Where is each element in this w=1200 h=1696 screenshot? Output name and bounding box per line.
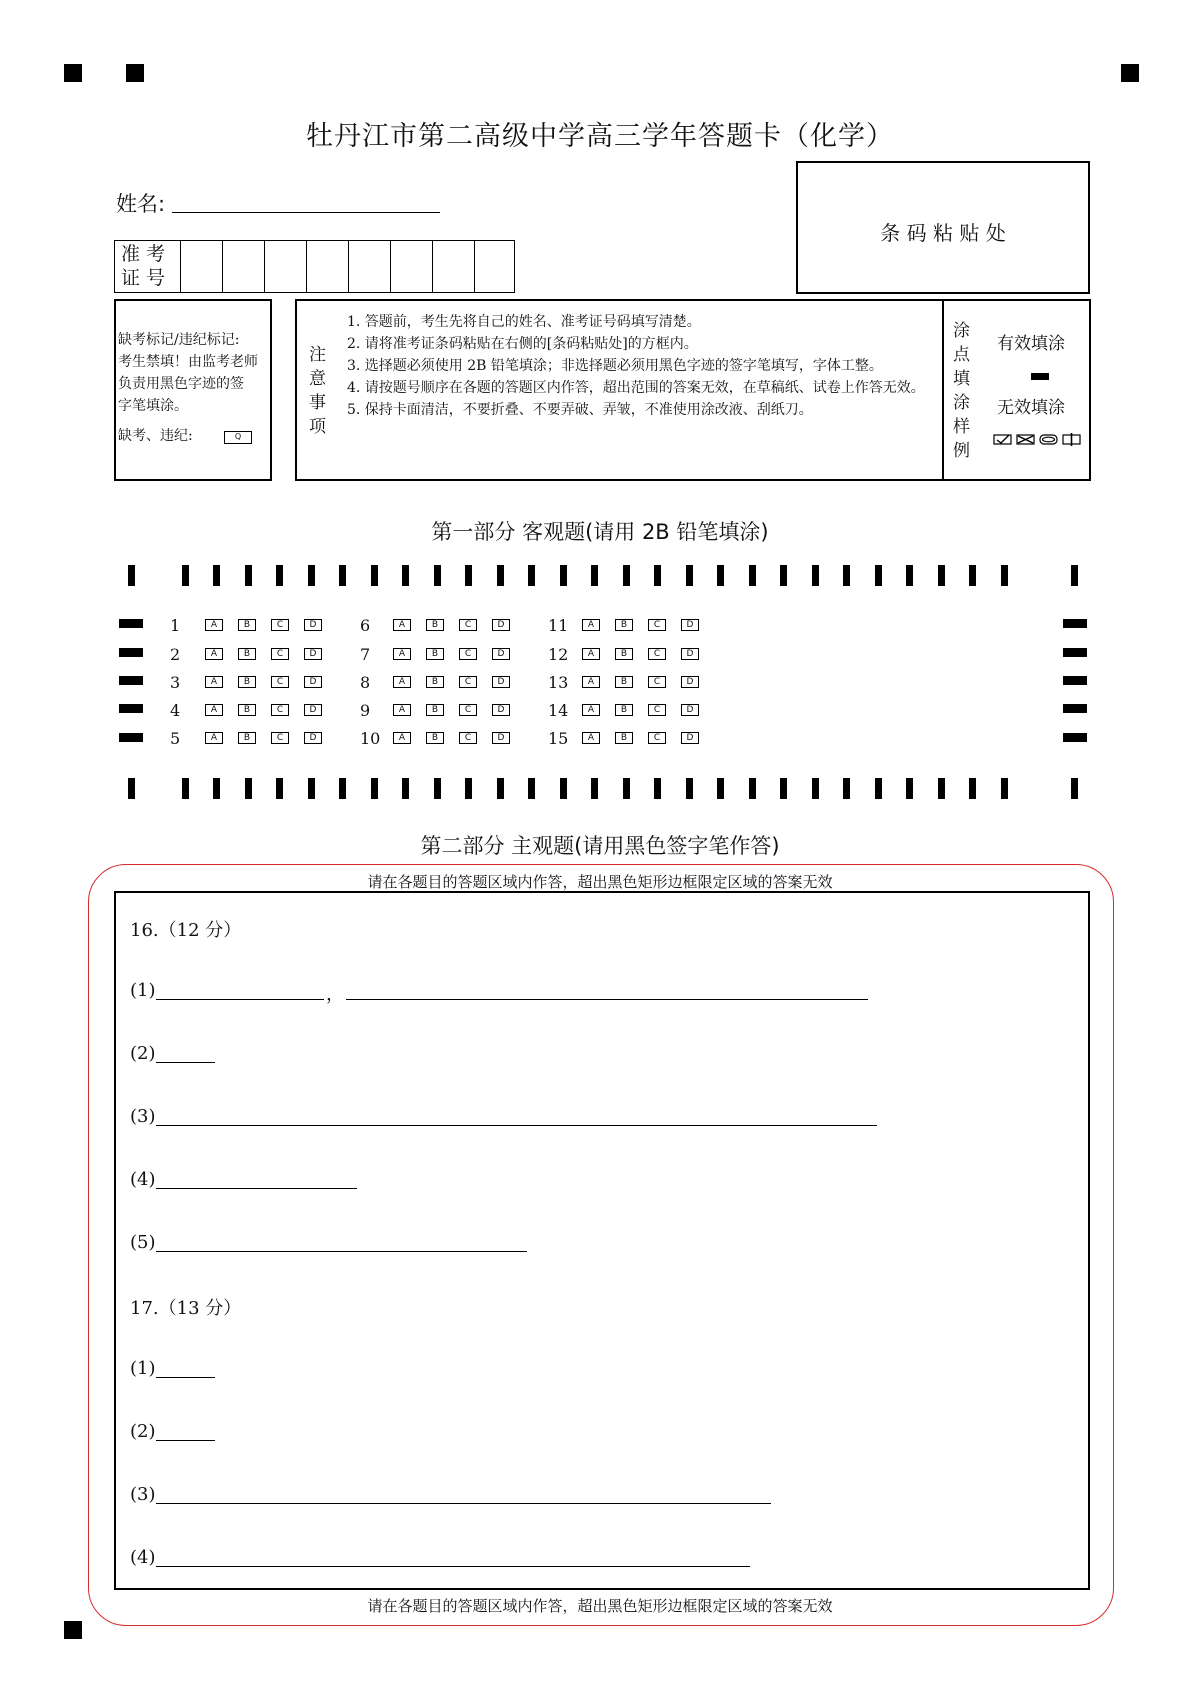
mc-option-b[interactable]: B bbox=[238, 732, 256, 744]
barcode-area bbox=[796, 161, 1090, 294]
mc-option-a[interactable]: A bbox=[205, 732, 223, 744]
mc-option-d[interactable]: D bbox=[681, 619, 699, 631]
mc-option-a[interactable]: A bbox=[393, 676, 411, 688]
mc-question-number: 4 bbox=[170, 701, 181, 720]
note-item: 5. 保持卡面清洁，不要折叠、不要弄破、弄皱，不准使用涂改液、刮纸刀。 bbox=[347, 402, 813, 418]
mc-option-d[interactable]: D bbox=[681, 704, 699, 716]
mc-option-a[interactable]: A bbox=[205, 648, 223, 660]
mc-option-a[interactable]: A bbox=[393, 732, 411, 744]
absent-line: 缺考标记/违纪标记: bbox=[118, 332, 240, 348]
q17-part4-label: (4) bbox=[130, 1547, 156, 1568]
q16-part5-label: (5) bbox=[130, 1232, 156, 1253]
mc-question-number: 7 bbox=[360, 645, 371, 664]
mc-option-b[interactable]: B bbox=[426, 732, 444, 744]
part2-title: 第二部分 主观题(请用黑色签字笔作答) bbox=[420, 834, 780, 858]
mc-option-d[interactable]: D bbox=[492, 704, 510, 716]
mc-question-number: 2 bbox=[170, 645, 181, 664]
mc-option-d[interactable]: D bbox=[492, 619, 510, 631]
exam-id-cell[interactable] bbox=[180, 241, 181, 292]
exam-id-cell[interactable] bbox=[222, 241, 223, 292]
mc-option-c[interactable]: C bbox=[459, 676, 477, 688]
mc-option-c[interactable]: C bbox=[459, 619, 477, 631]
mc-option-b[interactable]: B bbox=[615, 648, 633, 660]
mc-option-c[interactable]: C bbox=[648, 619, 666, 631]
exam-id-label-1: 准 考 bbox=[120, 243, 166, 265]
fill-example-heading: 涂点填涂样例 bbox=[953, 321, 970, 461]
mc-option-a[interactable]: A bbox=[582, 704, 600, 716]
absent-mark-box bbox=[114, 299, 272, 481]
note-item: 1. 答题前，考生先将自己的姓名、准考证号码填写清楚。 bbox=[347, 314, 701, 330]
mc-option-c[interactable]: C bbox=[271, 676, 289, 688]
mc-option-a[interactable]: A bbox=[582, 732, 600, 744]
q16-part1-answer-a[interactable] bbox=[156, 999, 324, 1000]
q17-part2-answer[interactable] bbox=[156, 1440, 215, 1441]
mc-option-c[interactable]: C bbox=[271, 704, 289, 716]
q16-part4-answer[interactable] bbox=[156, 1188, 357, 1189]
mc-option-b[interactable]: B bbox=[238, 619, 256, 631]
exam-id-cell[interactable] bbox=[432, 241, 433, 292]
exam-id-cell[interactable] bbox=[306, 241, 307, 292]
mc-option-b[interactable]: B bbox=[238, 676, 256, 688]
q17-part1-label: (1) bbox=[130, 1358, 156, 1379]
mc-option-c[interactable]: C bbox=[648, 676, 666, 688]
mc-question-number: 8 bbox=[360, 673, 371, 692]
mc-option-a[interactable]: A bbox=[205, 676, 223, 688]
name-field[interactable] bbox=[172, 212, 440, 213]
registration-mark-top-left bbox=[64, 64, 82, 82]
mc-option-d[interactable]: D bbox=[681, 676, 699, 688]
mc-option-d[interactable]: D bbox=[492, 648, 510, 660]
mc-option-c[interactable]: C bbox=[648, 732, 666, 744]
valid-fill-sample bbox=[1031, 373, 1049, 380]
exam-id-cell[interactable] bbox=[348, 241, 349, 292]
part1-title: 第一部分 客观题(请用 2B 铅笔填涂) bbox=[431, 520, 769, 544]
mc-option-d[interactable]: D bbox=[492, 676, 510, 688]
q16-part2-label: (2) bbox=[130, 1043, 156, 1064]
mc-option-c[interactable]: C bbox=[459, 732, 477, 744]
registration-mark-top-right bbox=[1121, 64, 1139, 82]
mc-option-d[interactable]: D bbox=[681, 732, 699, 744]
mc-option-b[interactable]: B bbox=[238, 704, 256, 716]
q17-title: 17.（13 分） bbox=[130, 1298, 242, 1319]
mc-option-c[interactable]: C bbox=[459, 704, 477, 716]
mc-option-c[interactable]: C bbox=[648, 704, 666, 716]
mc-option-a[interactable]: A bbox=[393, 648, 411, 660]
mc-option-b[interactable]: B bbox=[615, 676, 633, 688]
absent-mark-checkbox[interactable]: Q bbox=[224, 431, 252, 444]
q17-part3-label: (3) bbox=[130, 1484, 156, 1505]
mc-option-d[interactable]: D bbox=[304, 676, 322, 688]
absent-line: 负责用黑色字迹的签 bbox=[118, 376, 244, 392]
q17-part3-answer[interactable] bbox=[156, 1503, 771, 1504]
mc-option-a[interactable]: A bbox=[582, 619, 600, 631]
q16-part4-label: (4) bbox=[130, 1169, 156, 1190]
mc-option-c[interactable]: C bbox=[271, 732, 289, 744]
registration-mark-bottom-left bbox=[64, 1621, 82, 1639]
q17-part4-answer[interactable] bbox=[156, 1566, 750, 1567]
q16-part3-label: (3) bbox=[130, 1106, 156, 1127]
mc-option-a[interactable]: A bbox=[205, 619, 223, 631]
mc-option-d[interactable]: D bbox=[492, 732, 510, 744]
mc-question-number: 12 bbox=[548, 645, 569, 664]
q17-part1-answer[interactable] bbox=[156, 1377, 215, 1378]
mc-option-c[interactable]: C bbox=[271, 648, 289, 660]
answer-frame bbox=[114, 891, 1090, 1590]
answer-area-notice-bottom: 请在各题目的答题区域内作答，超出黑色矩形边框限定区域的答案无效 bbox=[367, 1597, 833, 1615]
q16-title: 16.（12 分） bbox=[130, 920, 242, 941]
mc-option-a[interactable]: A bbox=[393, 704, 411, 716]
mc-question-number: 1 bbox=[170, 616, 181, 635]
note-item: 3. 选择题必须使用 2B 铅笔填涂；非选择题必须用黑色字迹的签字笔填写，字体工整。 bbox=[347, 358, 883, 374]
registration-mark-top-left-2 bbox=[126, 64, 144, 82]
q16-part1-label: (1) bbox=[130, 980, 156, 1001]
mc-question-number: 9 bbox=[360, 701, 371, 720]
absent-mark-label: 缺考、违纪: bbox=[118, 428, 193, 444]
mc-question-number: 5 bbox=[170, 729, 181, 748]
mc-option-b[interactable]: B bbox=[426, 704, 444, 716]
mc-option-b[interactable]: B bbox=[426, 619, 444, 631]
notes-heading: 注意事项 bbox=[309, 345, 326, 437]
mc-option-d[interactable]: D bbox=[304, 704, 322, 716]
mc-question-number: 6 bbox=[360, 616, 371, 635]
barcode-label: 条 码 粘 贴 处 bbox=[880, 221, 1006, 245]
mc-option-d[interactable]: D bbox=[304, 732, 322, 744]
mc-option-b[interactable]: B bbox=[426, 648, 444, 660]
mc-option-c[interactable]: C bbox=[648, 648, 666, 660]
mc-question-number: 13 bbox=[548, 673, 569, 692]
q16-part2-answer[interactable] bbox=[156, 1062, 215, 1063]
q16-part5-answer[interactable] bbox=[156, 1251, 527, 1252]
mc-option-c[interactable]: C bbox=[459, 648, 477, 660]
absent-line: 考生禁填！由监考老师 bbox=[118, 354, 258, 370]
mc-question-number: 11 bbox=[548, 616, 569, 635]
mc-question-number: 10 bbox=[360, 729, 381, 748]
mc-option-b[interactable]: B bbox=[426, 676, 444, 688]
page-title: 牡丹江市第二高级中学高三学年答题卡（化学） bbox=[306, 121, 894, 152]
mc-option-d[interactable]: D bbox=[304, 619, 322, 631]
mc-question-number: 3 bbox=[170, 673, 181, 692]
note-item: 4. 请按题号顺序在各题的答题区内作答，超出范围的答案无效，在草稿纸、试卷上作答无效。 bbox=[347, 380, 925, 396]
mc-option-d[interactable]: D bbox=[304, 648, 322, 660]
exam-id-label-2: 证 号 bbox=[120, 267, 166, 289]
mc-option-b[interactable]: B bbox=[615, 732, 633, 744]
exam-id-cell[interactable] bbox=[264, 241, 265, 292]
mc-option-a[interactable]: A bbox=[205, 704, 223, 716]
q16-part1-separator: ， bbox=[326, 984, 344, 1005]
mc-option-a[interactable]: A bbox=[393, 619, 411, 631]
mc-question-number: 14 bbox=[548, 701, 569, 720]
mc-option-b[interactable]: B bbox=[615, 619, 633, 631]
q17-part2-label: (2) bbox=[130, 1421, 156, 1442]
exam-id-cell[interactable] bbox=[390, 241, 391, 292]
note-item: 2. 请将准考证条码粘贴在右侧的[条码粘贴处]的方框内。 bbox=[347, 336, 698, 352]
mc-option-c[interactable]: C bbox=[271, 619, 289, 631]
name-label: 姓名: bbox=[116, 192, 166, 216]
exam-id-grid bbox=[114, 240, 515, 293]
fill-example-divider bbox=[942, 301, 944, 479]
valid-fill-label: 有效填涂 bbox=[997, 334, 1065, 354]
mc-option-a[interactable]: A bbox=[582, 676, 600, 688]
mc-option-b[interactable]: B bbox=[238, 648, 256, 660]
mc-option-b[interactable]: B bbox=[615, 704, 633, 716]
mc-option-a[interactable]: A bbox=[582, 648, 600, 660]
q16-part3-answer[interactable] bbox=[156, 1125, 877, 1126]
invalid-fill-label: 无效填涂 bbox=[997, 398, 1065, 418]
absent-line: 字笔填涂。 bbox=[118, 398, 188, 414]
q16-part1-answer-b[interactable] bbox=[346, 999, 868, 1000]
invalid-fill-samples bbox=[993, 433, 1083, 447]
mc-question-number: 15 bbox=[548, 729, 569, 748]
mc-option-d[interactable]: D bbox=[681, 648, 699, 660]
answer-area-notice-top: 请在各题目的答题区域内作答，超出黑色矩形边框限定区域的答案无效 bbox=[367, 873, 833, 891]
notes-box bbox=[295, 299, 1091, 481]
exam-id-cell[interactable] bbox=[474, 241, 475, 292]
